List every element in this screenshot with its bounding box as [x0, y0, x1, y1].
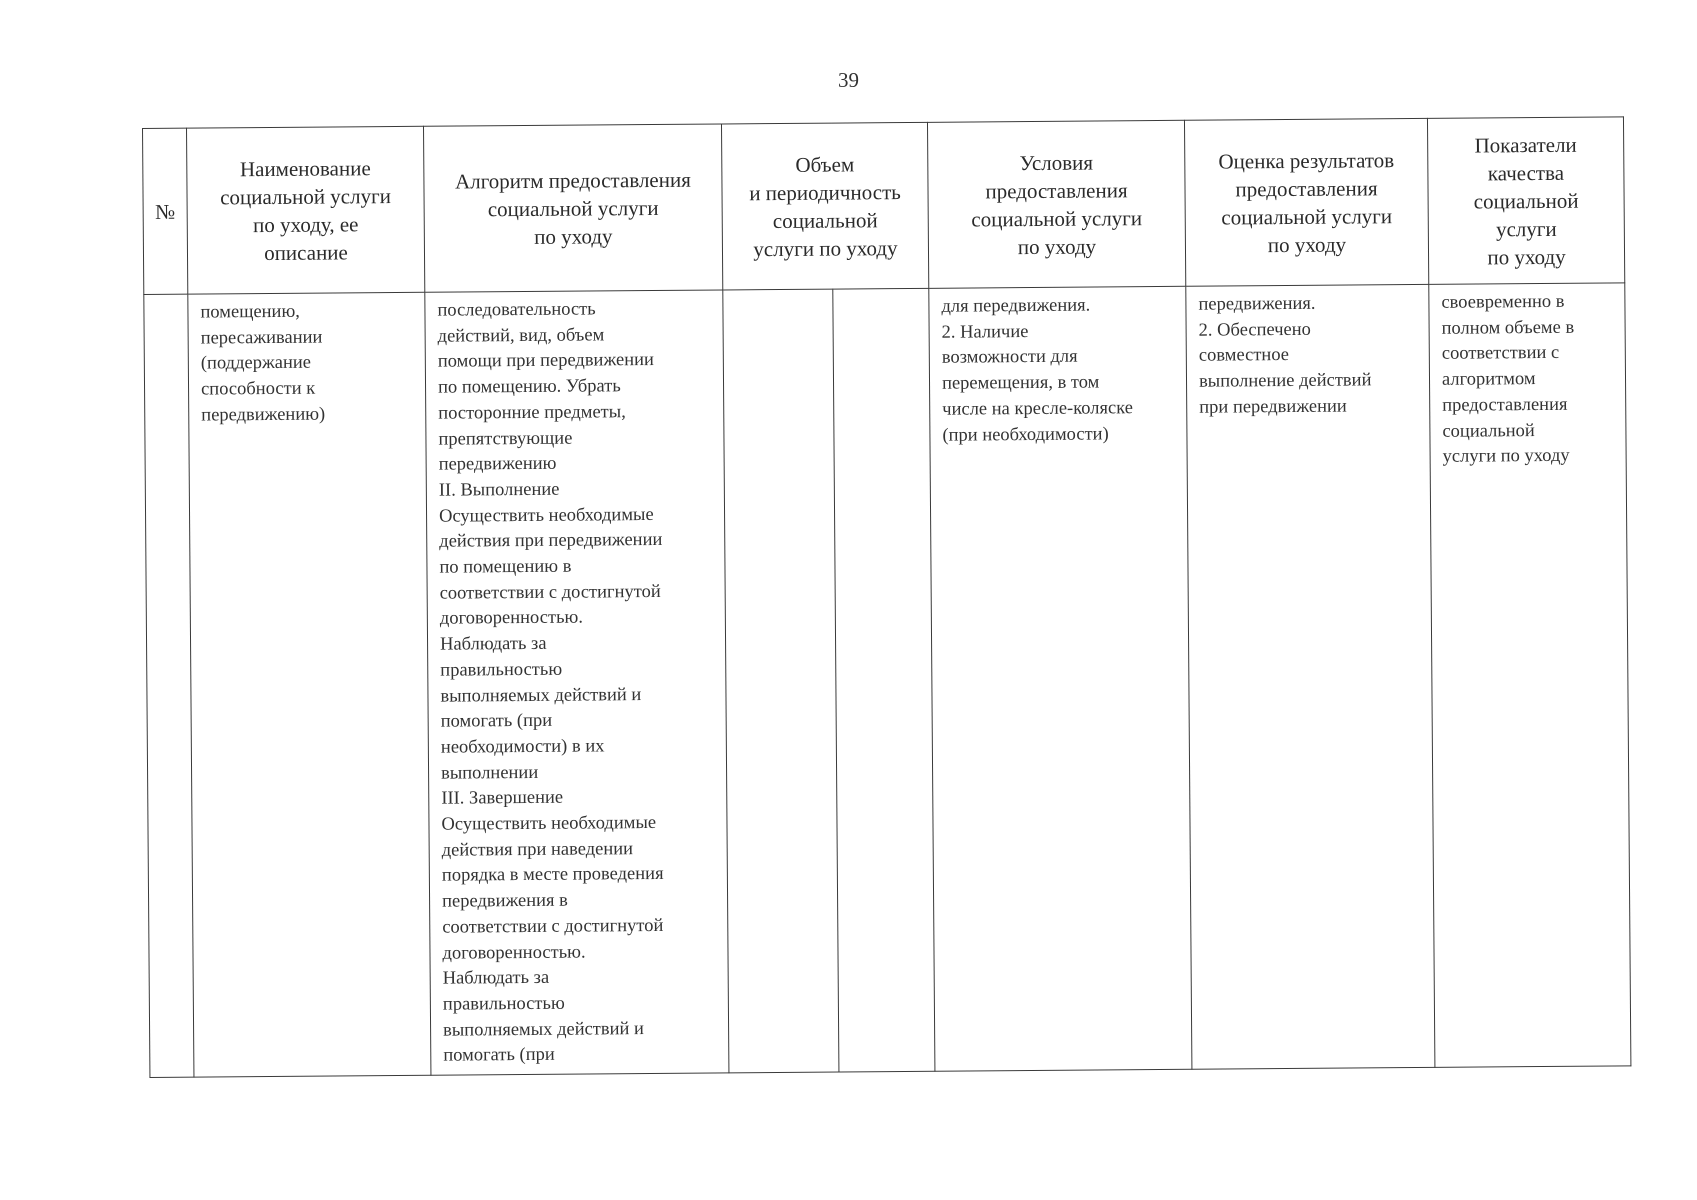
header-quality: Показатели качества социальной услуги по уходу: [1427, 117, 1624, 285]
header-volume: Объем и периодичность социальной услуги по уходу: [721, 122, 928, 290]
cell-service-name: помещению, пересаживании (поддержание способности к передвижению): [188, 292, 431, 1077]
header-number: №: [143, 128, 188, 294]
table-header-row: [143, 117, 1625, 295]
header-service-name: Наименование социальной услуги по уходу, ее описание: [187, 126, 425, 294]
cell-evaluation: передвижения. 2. Обеспечено совместное выполнение действий при передвижении: [1186, 284, 1435, 1069]
cell-periodicity: [833, 288, 935, 1072]
cell-conditions: для передвижения. 2. Наличие возможности для перемещения, в том числе на кресле-коляске (при необходимости): [929, 286, 1192, 1071]
cell-algorithm: последовательность действий, вид, объем помощи при передвижении по помещению. Убрать посторонние предметы, препятствующие передвижению II. Выполнение Осуществить необходимые действия при передвижении по помещению в соответствии с достигнутой договоренностью. Наблюдать за правильностью выполняемых действий и помогать (при необходимости) в их выполнении III. Завершение Осуществить необходимые действия при наведении порядка в месте проведения передвижения в соответствии с достигнутой договоренностью. Наблюдать за правильностью выполняемых действий и помогать (при: [425, 290, 729, 1075]
cell-volume: [723, 289, 839, 1073]
cell-quality: своевременно в полном объеме в соответствии с алгоритмом предоставления социальной услуги по уходу: [1429, 283, 1631, 1068]
header-conditions: Условия предоставления социальной услуги по уходу: [927, 120, 1185, 288]
services-table: [142, 116, 1631, 1078]
header-evaluation: Оценка результатов предоставления социальной услуги по уходу: [1184, 118, 1428, 286]
header-algorithm: Алгоритм предоставления социальной услуги по уходу: [423, 124, 722, 292]
page-number: 39: [838, 68, 859, 92]
table-row: [144, 283, 1631, 1078]
cell-number: [144, 294, 194, 1077]
